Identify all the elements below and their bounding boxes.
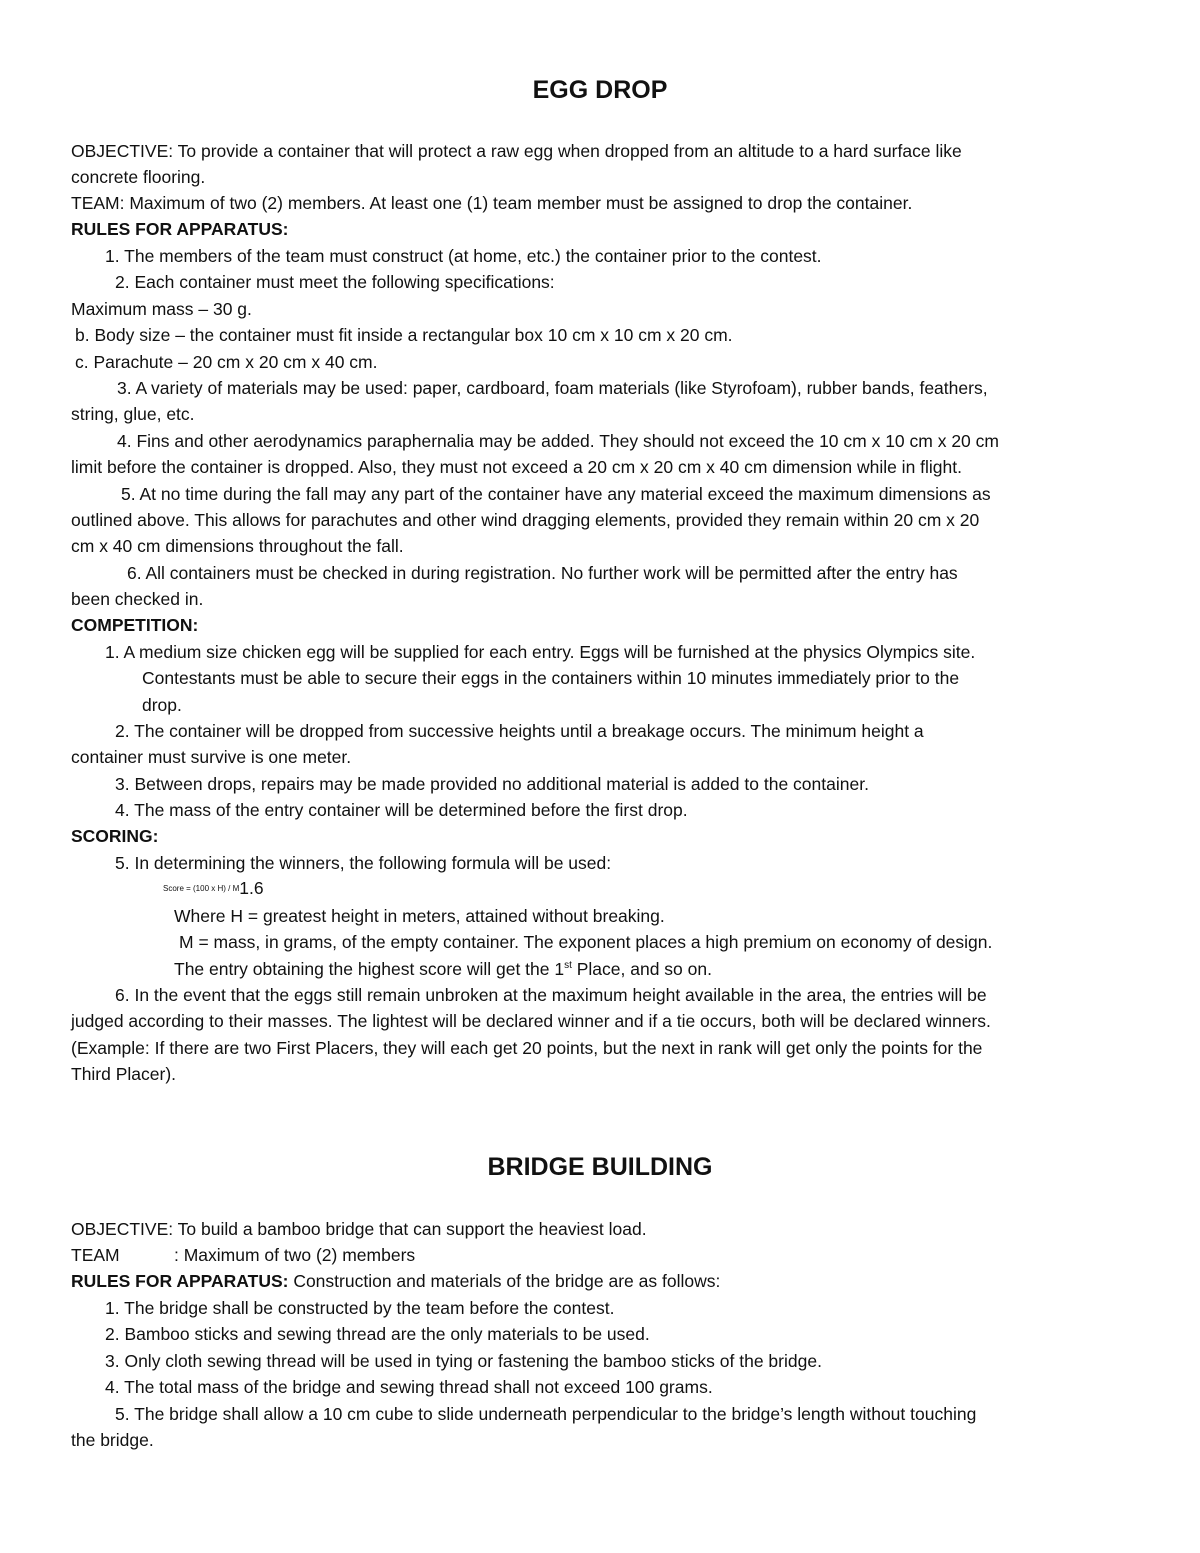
bridge-rules-line — [71, 1268, 720, 1294]
egg-scoring-6-line4: Third Placer). — [71, 1064, 177, 1084]
bridge-rule-4: 4. The total mass of the bridge and sewing thread shall not exceed 100 grams. — [105, 1377, 713, 1397]
egg-objective-line2: concrete flooring. — [71, 167, 206, 187]
egg-rule-6-line2: been checked in. — [71, 589, 204, 609]
egg-highest-score — [174, 956, 712, 982]
bridge-team-label: TEAM — [71, 1245, 120, 1265]
egg-spec-a: Maximum mass – 30 g. — [71, 299, 252, 319]
egg-rule-4-line2: limit before the container is dropped. Also, they must not exceed a 20 cm x 20 cm x 40 cm dimension while in flight. — [71, 457, 962, 477]
egg-rule-3-line2: string, glue, etc. — [71, 404, 195, 424]
egg-spec-b: b. Body size – the container must fit inside a rectangular box 10 cm x 10 cm x 20 cm. — [75, 325, 733, 345]
egg-competition-2-line1: 2. The container will be dropped from successive heights until a breakage occurs. The minimum height a — [115, 721, 924, 741]
egg-rule-5-line1: 5. At no time during the fall may any part of the container have any material exceed the maximum dimensions as — [121, 484, 991, 504]
egg-competition-4: 4. The mass of the entry container will be determined before the first drop. — [115, 800, 688, 820]
bridge-rule-1: 1. The bridge shall be constructed by the team before the contest. — [105, 1298, 615, 1318]
egg-scoring-heading: SCORING: — [71, 826, 159, 846]
highest-score-text-end: Place, and so on. — [571, 959, 712, 979]
bridge-rule-3: 3. Only cloth sewing thread will be used in tying or fastening the bamboo sticks of the bridge. — [105, 1351, 822, 1371]
egg-rule-2: 2. Each container must meet the following specifications: — [115, 272, 555, 292]
bridge-objective: OBJECTIVE: To build a bamboo bridge that can support the heaviest load. — [71, 1219, 647, 1239]
egg-drop-title: EGG DROP — [532, 76, 668, 104]
egg-competition-heading: COMPETITION: — [71, 615, 199, 635]
highest-score-text: The entry obtaining the highest score will get the 1 — [174, 959, 565, 979]
bridge-rules-intro: Construction and materials of the bridge are as follows: — [288, 1271, 721, 1291]
egg-rule-5-line2: outlined above. This allows for parachutes and other wind dragging elements, provided they remain within 20 cm x 20 — [71, 510, 980, 530]
egg-rule-6-line1: 6. All containers must be checked in during registration. No further work will be permitted after the entry has — [127, 563, 958, 583]
egg-rules-heading: RULES FOR APPARATUS: — [71, 219, 289, 239]
score-formula-exponent: 1.6 — [239, 878, 264, 898]
egg-rule-3-line1: 3. A variety of materials may be used: paper, cardboard, foam materials (like Styrofoam), rubber bands, feathers, — [117, 378, 988, 398]
egg-competition-1-line2: Contestants must be able to secure their eggs in the containers within 10 minutes immediately prior to the — [142, 668, 960, 688]
egg-where-m: M = mass, in grams, of the empty container. The exponent places a high premium on economy of design. — [179, 932, 993, 952]
bridge-team-value: : Maximum of two (2) members — [174, 1245, 416, 1265]
egg-rule-1: 1. The members of the team must construct (at home, etc.) the container prior to the contest. — [105, 246, 822, 266]
egg-scoring-6-line2: judged according to their masses. The lightest will be declared winner and if a tie occurs, both will be declared winners. — [71, 1011, 991, 1031]
egg-competition-1-line1: 1. A medium size chicken egg will be supplied for each entry. Eggs will be furnished at the physics Olympics site. — [105, 642, 976, 662]
egg-rule-4-line1: 4. Fins and other aerodynamics paraphernalia may be added. They should not exceed the 10 cm x 10 cm x 20 cm — [117, 431, 999, 451]
egg-objective-line1: OBJECTIVE: To provide a container that will protect a raw egg when dropped from an altitude to a hard surface like — [71, 141, 962, 161]
egg-where-h: Where H = greatest height in meters, attained without breaking. — [174, 906, 665, 926]
bridge-rules-heading: RULES FOR APPARATUS: — [71, 1271, 289, 1291]
score-formula-base: Score = (100 x H) / M — [163, 884, 240, 893]
bridge-rule-5-line1: 5. The bridge shall allow a 10 cm cube to slide underneath perpendicular to the bridge’s length without touching — [115, 1404, 977, 1424]
egg-scoring-6-line3: (Example: If there are two First Placers, they will each get 20 points, but the next in rank will get only the points for the — [71, 1038, 983, 1058]
egg-spec-c: c. Parachute – 20 cm x 20 cm x 40 cm. — [75, 352, 378, 372]
egg-competition-1-line3: drop. — [142, 695, 182, 715]
egg-competition-3: 3. Between drops, repairs may be made provided no additional material is added to the container. — [115, 774, 869, 794]
egg-competition-2-line2: container must survive is one meter. — [71, 747, 352, 767]
ordinal-suffix: st — [564, 960, 572, 972]
bridge-building-title: BRIDGE BUILDING — [487, 1153, 713, 1181]
bridge-rule-5-line2: the bridge. — [71, 1430, 154, 1450]
bridge-rule-2: 2. Bamboo sticks and sewing thread are the only materials to be used. — [105, 1324, 650, 1344]
egg-scoring-5: 5. In determining the winners, the following formula will be used: — [115, 853, 612, 873]
egg-team: TEAM: Maximum of two (2) members. At least one (1) team member must be assigned to drop the container. — [71, 193, 913, 213]
score-formula — [163, 875, 264, 902]
egg-rule-5-line3: cm x 40 cm dimensions throughout the fall. — [71, 536, 404, 556]
egg-scoring-6-line1: 6. In the event that the eggs still remain unbroken at the maximum height available in the area, the entries will be — [115, 985, 987, 1005]
